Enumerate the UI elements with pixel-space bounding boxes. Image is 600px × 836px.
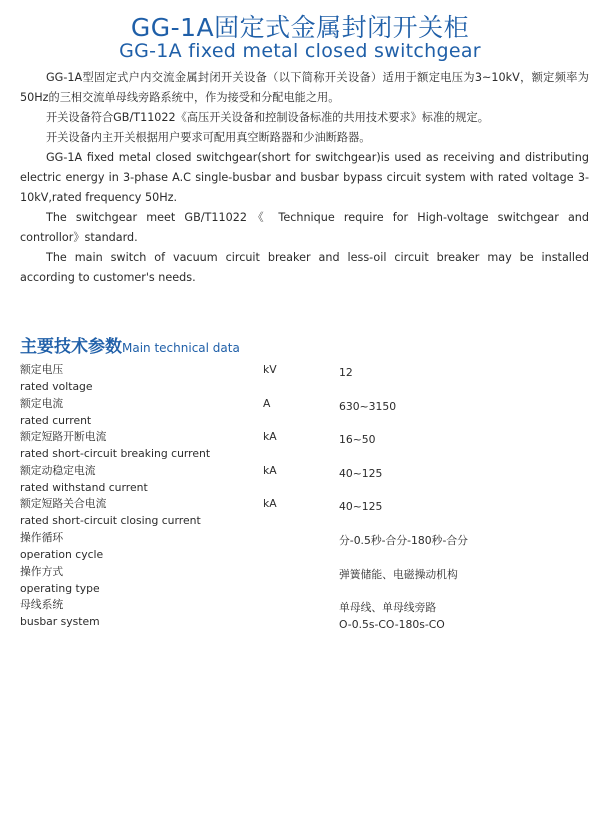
spec-name-en: busbar system — [20, 615, 100, 629]
spec-value: 弹簧储能、电磁操动机构 — [339, 567, 458, 581]
spec-unit: kA — [263, 430, 277, 444]
spec-name-en: rated voltage — [20, 380, 93, 393]
spec-value-secondary: O-0.5s-CO-180s-CO — [339, 618, 445, 632]
spec-name-en: rated short-circuit closing current — [20, 514, 201, 528]
intro-section — [20, 68, 589, 288]
spec-unit: kA — [263, 463, 277, 477]
spec-row — [20, 530, 580, 564]
spec-name-zh: 额定电流 — [20, 396, 64, 410]
intro-paragraph: GG-1A型固定式户内交流金属封闭开关设备（以下简称开关设备）适用于额定电压为3~10kV，额定频率为50Hz的三相交流单母线旁路系统中，作为接受和分配电能之用。 — [20, 71, 589, 104]
intro-paragraph: GG-1A fixed metal closed switchgear(short for switchgear)is used as receiving and distributing electric energy in 3-phase A.C single-busbar and busbar bypass circuit system with rated voltage 3-10kV,rated frequency 50Hz. — [20, 151, 589, 204]
spec-name-zh: 额定短路关合电流 — [20, 497, 107, 511]
spec-table — [20, 362, 580, 631]
spec-value: 630~3150 — [339, 399, 397, 413]
spec-name-zh: 操作循环 — [20, 530, 64, 544]
spec-unit: kA — [263, 497, 277, 511]
spec-row — [20, 564, 580, 598]
spec-value: 16~50 — [339, 433, 376, 447]
section-heading-en: Main technical data — [122, 341, 240, 355]
spec-value: 40~125 — [339, 466, 383, 480]
spec-unit: A — [263, 396, 271, 410]
spec-unit: kV — [263, 363, 277, 376]
intro-paragraph: The switchgear meet GB/T11022《 Technique require for High-voltage switchgear and controllor》standard. — [20, 211, 589, 244]
section-heading-zh: 主要技术参数 — [20, 337, 122, 357]
intro-paragraph: The main switch of vacuum circuit breaker and less-oil circuit breaker may be installed according to customer's needs. — [20, 251, 589, 284]
spec-value: 12 — [339, 366, 353, 379]
spec-name-en: rated short-circuit breaking current — [20, 447, 211, 461]
spec-row — [20, 463, 580, 497]
spec-name-zh: 额定动稳定电流 — [20, 463, 96, 477]
section-heading — [20, 332, 240, 357]
intro-paragraph: 开关设备内主开关根据用户要求可配用真空断路器和少油断路器。 — [46, 131, 371, 144]
spec-row — [20, 496, 580, 530]
spec-row — [20, 396, 580, 430]
spec-name-zh: 母线系统 — [20, 598, 64, 612]
spec-name-en: operation cycle — [20, 547, 104, 561]
spec-row — [20, 362, 580, 396]
spec-value: 40~125 — [339, 500, 383, 514]
spec-row — [20, 597, 580, 631]
page-subtitle: GG-1A fixed metal closed switchgear — [119, 40, 481, 62]
spec-row — [20, 429, 580, 463]
spec-value: 分-0.5秒-合分-180秒-合分 — [339, 533, 468, 547]
spec-name-zh: 额定短路开断电流 — [20, 430, 107, 444]
page-title: GG-1A固定式金属封闭开关柜 — [130, 13, 470, 42]
spec-name-zh: 操作方式 — [20, 564, 64, 578]
spec-name-en: operating type — [20, 581, 100, 595]
spec-name-zh: 额定电压 — [20, 363, 64, 376]
spec-value: 单母线、单母线旁路 — [339, 601, 437, 615]
spec-name-en: rated current — [20, 413, 92, 427]
intro-paragraph: 开关设备符合GB/T11022《高压开关设备和控制设备标准的共用技术要求》标准的规定。 — [46, 111, 489, 124]
spec-name-en: rated withstand current — [20, 480, 148, 494]
